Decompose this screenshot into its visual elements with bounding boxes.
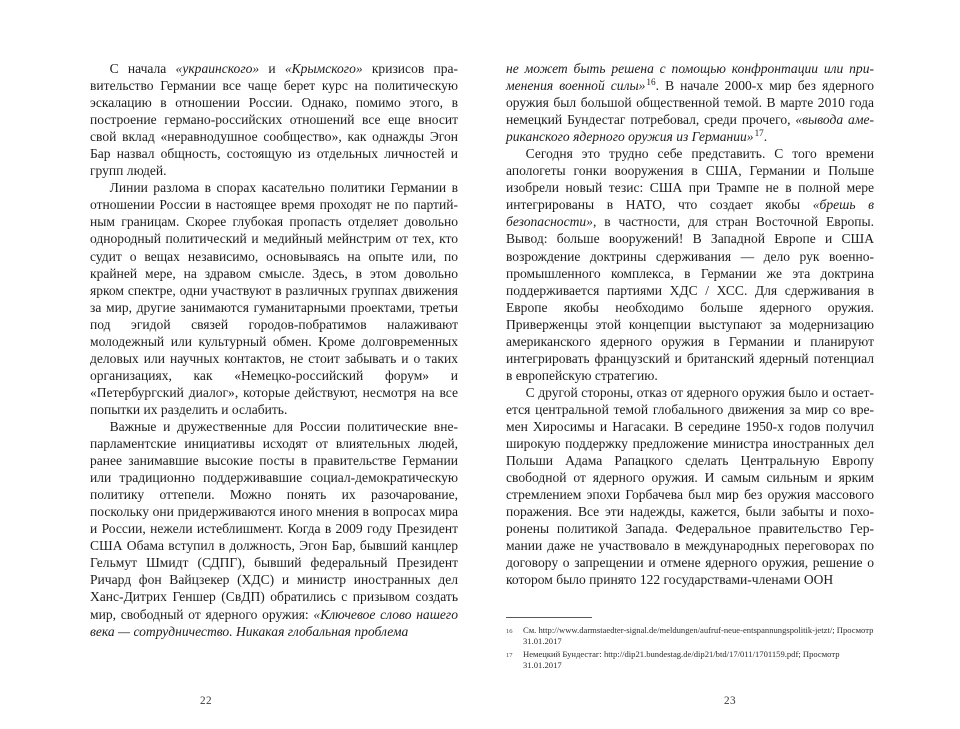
footnote-reference: 16 — [646, 76, 656, 87]
body-text: Линии разлома в спорах касательно политики Германии в отношении России в настоящее время проходят не по партийным границам. Скорее глубокая пропасть отделяет довольно однородный политический и медийный мейнстрим от тех, кто судит о вещах независимо, основываясь на опыте или, по крайней мере, на здравом смысле. Здесь, в этом довольно ярком спектре, одни участвуют в различных группах движения за мир, другие занимаются гуманитарными проектами, третьи под эгидой связей городов-побратимов налаживают молодежный или культурный обмен. Кроме долговременных деловых или научных контактов, не стоит забывать и о таких организациях, как «Немецко-российский форум» и «Петербургский диалог», которые действуют, несмотря на все попытки их разделить и ослабить. — [90, 180, 458, 417]
emphasis-text: не может быть решена с помощью конфронтации или применения военной силы» — [506, 61, 874, 94]
footnote-item — [506, 649, 874, 672]
footnote-text: Немецкий Бундестаг: http://dip21.bundestag.de/dip21/btd/17/011/1701159.pdf; Просмотр 31.01.2017 — [523, 648, 840, 671]
right-page-body — [506, 60, 874, 588]
footnote-number: 17 — [506, 651, 513, 659]
paragraph — [506, 145, 874, 384]
paragraph — [90, 60, 458, 179]
page-right — [480, 0, 960, 729]
body-text: С начала — [109, 61, 176, 76]
footnote-separator-rule — [506, 617, 592, 618]
paragraph — [90, 418, 458, 640]
page-number-left: 22 — [200, 695, 212, 707]
emphasis-text: «вывода американского ядерного оружия из Германии» — [506, 112, 874, 145]
emphasis-text: «Крымского» — [284, 61, 363, 76]
emphasis-text: «брешь в безопасности» — [506, 197, 874, 230]
paragraph — [90, 179, 458, 418]
emphasis-text: «Ключевое слово нашего века — сотрудничество. Никакая глобальная проблема — [90, 606, 458, 639]
footnote-number: 16 — [506, 627, 513, 635]
emphasis-text: «украинского» — [175, 61, 260, 76]
body-text: . — [763, 129, 768, 145]
footnote-item — [506, 625, 874, 648]
left-page-body — [90, 60, 458, 640]
footnote-area — [506, 617, 874, 673]
body-text: . В начале 2000-х мир без ядерного оружия был большой общественной темой. В марте 2010 года немецкий Бундестаг потребовал, среди прочего, — [506, 78, 874, 128]
body-text: кризисов правительство Германии все чаще берет курс на политическую эскалацию в отношении России. Однако, помимо этого, в построение германо-российских отношений все еще вносит свой вклад «неравнодушное сообщество», как однажды Эгон Бар назвал общность, состоящую из отдельных личностей и групп людей. — [90, 61, 458, 179]
page-number-right: 23 — [724, 695, 736, 707]
body-text: и — [259, 61, 285, 76]
paragraph — [506, 60, 874, 145]
body-text: Важные и дружественные для России политические внепарламентские инициативы исходят от влиятельных людей, ранее занимавшие высокие посты в правительстве Германии или традиционно поддерживавшие социал-демократическую политику оттепели. Можно понять их разочарование, поскольку они придерживаются иного мнения в вопросах мира и России, нежели истеблишмент. Когда в 2009 году Президент США Обама вступил в должность, Эгон Бар, бывший канцлер Гельмут Шмидт (СДПГ), бывший федеральный Президент Ричард фон Вайцзекер (ХДС) и министр иностранных дел Ханс-Дитрих Геншер (СвДП) обратились с призывом создать мир, свободный от ядерного оружия: — [90, 418, 458, 622]
body-text: Сегодня это трудно себе представить. С того времени апологеты гонки вооружения в США, Германии и Польше изобрели новый тезис: США при Трампе не в полной мере интегрированы в НАТО, что создает якобы — [506, 146, 874, 213]
body-text: , в частности, для стран Восточной Европы. Вывод: больше вооружений! В Западной Европе и США возрождение доктрины сдерживания — дело рук военно-промышленного комплекса, в Германии же эта доктрина поддерживается партиями ХДС / ХСС. Для сдерживания в Европе якобы необходимо больше ядерного оружия. Приверженцы этой концепции выступают за модернизацию американского ядерного оружия в Германии и планируют интегрировать французский и британский ядерный потенциал в европейскую стратегию. — [506, 214, 874, 383]
footnote-reference: 17 — [754, 127, 764, 138]
body-text: С другой стороны, отказ от ядерного оружия было и остаетется центральной темой глобального движения за мир со времен Хиросимы и Нагасаки. В середине 1950-х годов получил широкую поддержку предложение министра иностранных дел Польши Адама Рапацкого сделать Центральную Европу свободной от ядерного оружия. И самым сильным и ярким стремлением эпохи Горбачева был мир без оружия массового поражения. Все эти надежды, кажется, были забыты и похоронены политикой Запада. Федеральное правительство Германии даже не участвовало в международных переговорах по договору о запрещении и отмене ядерного оружия, решение о котором было принято 122 государствами-членами ООН — [506, 384, 874, 588]
footnote-text: См. http://www.darmstaedter-signal.de/meldungen/aufruf-neue-entspannungspolitik-jetzt/; Просмотр 31.01.2017 — [523, 624, 874, 647]
paragraph — [506, 384, 874, 589]
